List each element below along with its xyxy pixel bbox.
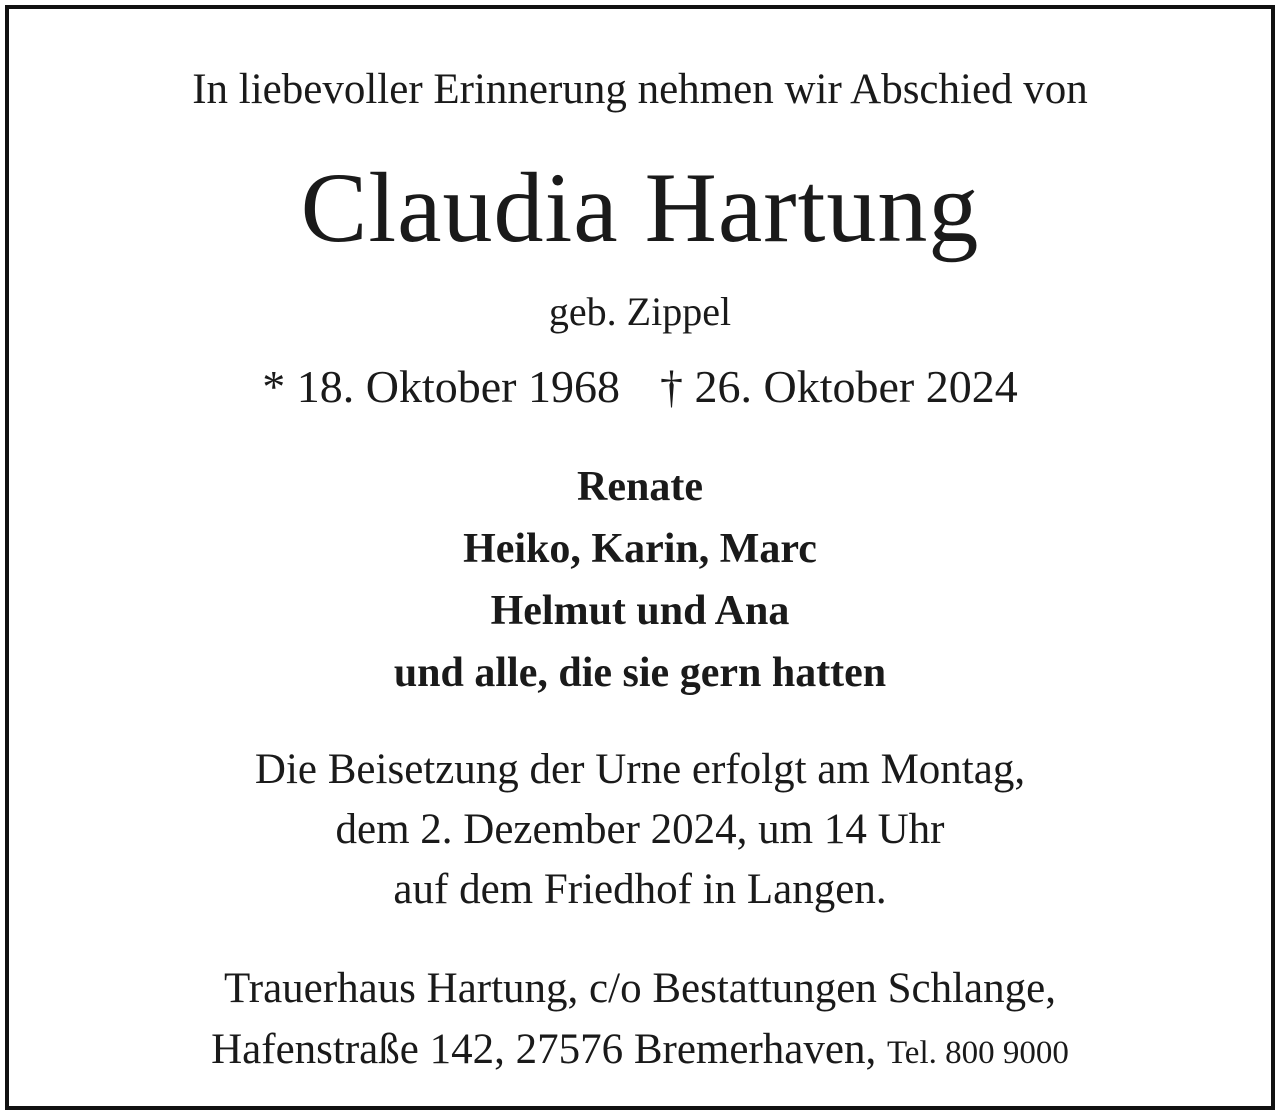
burial-info-line: Die Beisetzung der Urne erfolgt am Montag,	[254, 746, 1026, 793]
mourner-line: Heiko, Karin, Marc	[463, 526, 817, 572]
life-dates	[0, 361, 1280, 412]
mourner-line: und alle, die sie gern hatten	[393, 650, 887, 696]
mourner-line: Renate	[577, 464, 703, 510]
contact-address: Hafenstraße 142, 27576 Bremerhaven,	[211, 1026, 877, 1073]
contact-address-line	[0, 1028, 1280, 1071]
mourner-line: Helmut und Ana	[490, 588, 790, 634]
death-date: † 26. Oktober 2024	[660, 361, 1018, 412]
burial-info-line: auf dem Friedhof in Langen.	[393, 866, 887, 913]
contact-line: Trauerhaus Hartung, c/o Bestattungen Schlange,	[224, 965, 1056, 1012]
burial-info-line: dem 2. Dezember 2024, um 14 Uhr	[335, 806, 945, 853]
birth-date: * 18. Oktober 1968	[262, 361, 620, 412]
intro-text: In liebevoller Erinnerung nehmen wir Abschied von	[192, 66, 1088, 113]
maiden-name: geb. Zippel	[548, 289, 732, 334]
contact-phone: Tel. 800 9000	[886, 1035, 1069, 1071]
deceased-name: Claudia Hartung	[300, 152, 980, 263]
